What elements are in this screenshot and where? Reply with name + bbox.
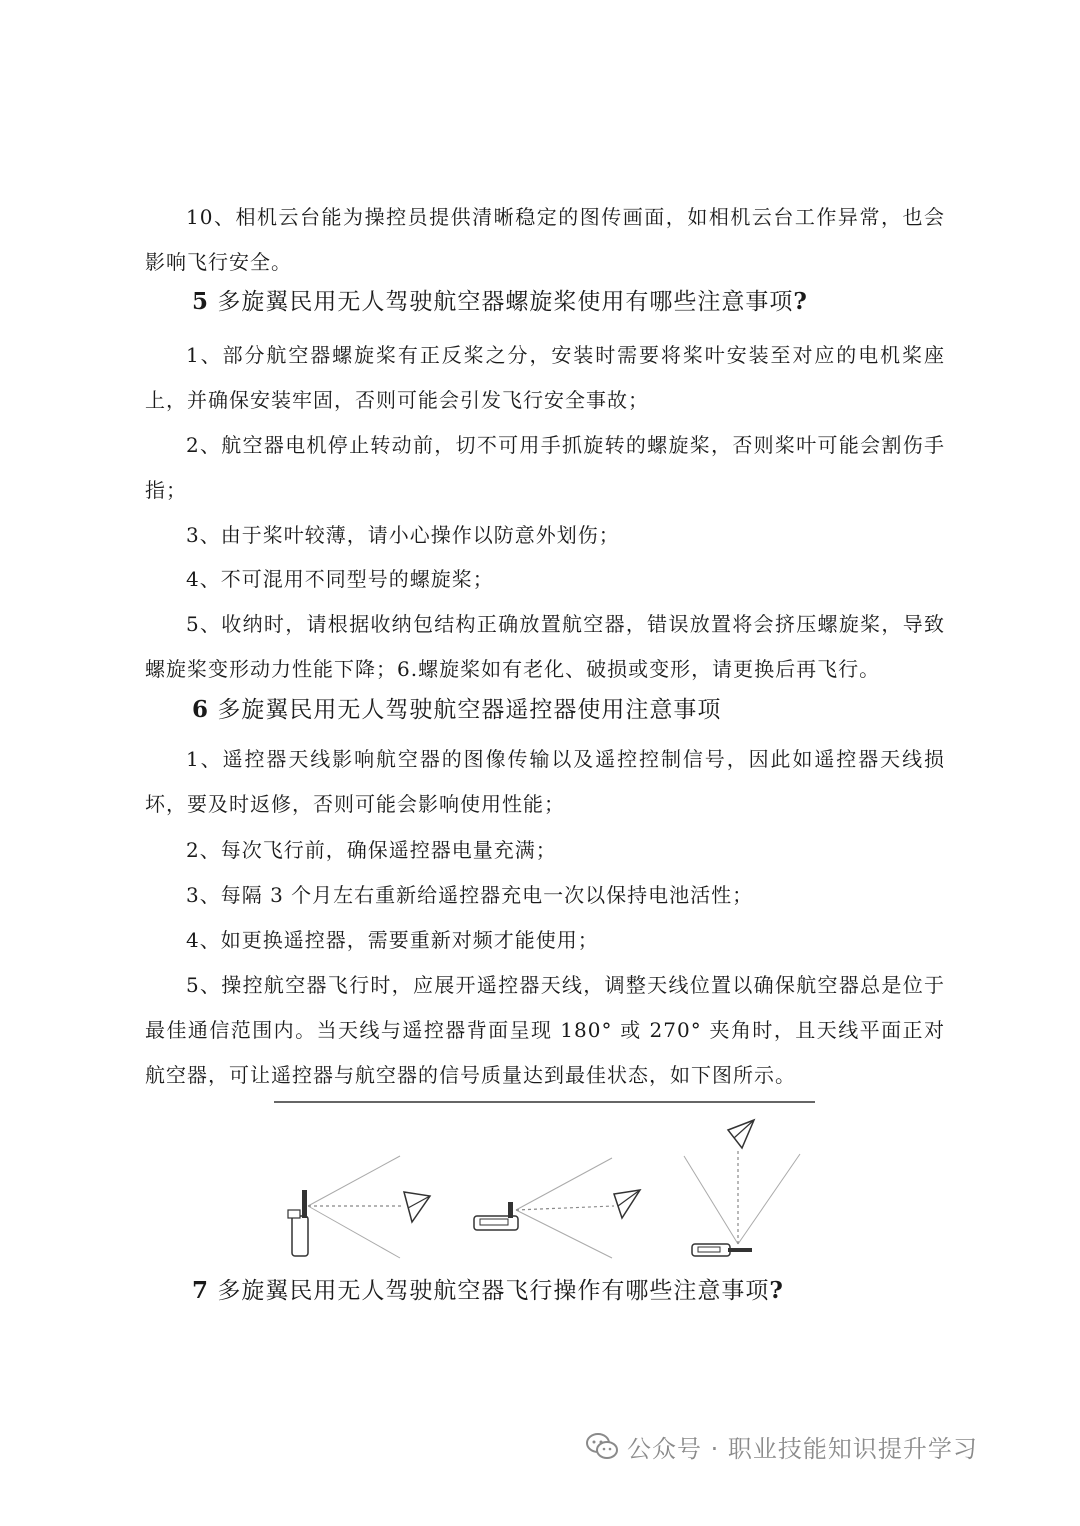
- remote-controller-upright-icon: [288, 1190, 308, 1256]
- paper-plane-icon: [614, 1190, 640, 1218]
- wechat-watermark: [585, 1426, 978, 1466]
- remote-controller-horizontal-antenna-icon: [692, 1244, 752, 1256]
- section-5-item-1: 1、部分航空器螺旋桨有正反桨之分，安装时需要将桨叶安装至对应的电机桨座上，并确保安装牢固，否则可能会引发飞行安全事故；: [145, 343, 945, 412]
- section-6-item-3: 3、每隔 3 个月左右重新给遥控器充电一次以保持电池活性；: [186, 883, 754, 907]
- paragraph-item-10: 10、相机云台能为操控员提供清晰稳定的图传画面，如相机云台工作异常，也会影响飞行安全。: [145, 205, 945, 274]
- section-5-heading: [192, 282, 952, 322]
- signal-cone-line: [308, 1206, 400, 1258]
- section-number: 6: [192, 696, 210, 723]
- section-7-heading: [192, 1271, 952, 1311]
- section-5-item-4: 4、不可混用不同型号的螺旋桨；: [186, 567, 494, 591]
- section-6-item-5: 5、操控航空器飞行时，应展开遥控器天线，调整天线位置以确保航空器总是位于最佳通信范围内。当天线与遥控器背面呈现 180° 或 270° 夹角时，且天线平面正对航空器，可让遥控器与航空器的信号质量达到最佳状态，如下图所示。: [145, 973, 945, 1087]
- signal-cone-line: [516, 1210, 612, 1258]
- section-title: 多旋翼民用无人驾驶航空器飞行操作有哪些注意事项: [209, 1278, 770, 1304]
- section-question-mark: ?: [769, 1277, 784, 1304]
- section-question-mark: ?: [793, 288, 808, 315]
- paper-plane-icon: [404, 1192, 430, 1222]
- section-6-item-2: 2、每次飞行前，确保遥控器电量充满；: [186, 838, 557, 862]
- section-5-item-3: 3、由于桨叶较薄，请小心操作以防意外划伤；: [186, 523, 620, 547]
- section-5-item-5: 5、收纳时，请根据收纳包结构正确放置航空器，错误放置将会挤压螺旋桨，导致螺旋桨变形动力性能下降；6.螺旋桨如有老化、破损或变形，请更换后再飞行。: [145, 612, 945, 681]
- section-5-item-2: 2、航空器电机停止转动前，切不可用手抓旋转的螺旋桨，否则桨叶可能会割伤手指；: [145, 433, 945, 502]
- signal-axis-line: [516, 1206, 614, 1210]
- signal-cone-line: [308, 1156, 400, 1206]
- section-number: 5: [192, 288, 210, 315]
- section-number: 7: [192, 1277, 210, 1304]
- signal-cone-line: [738, 1154, 800, 1244]
- signal-cone-line: [684, 1156, 738, 1244]
- section-6-item-1: 1、遥控器天线影响航空器的图像传输以及遥控控制信号，因此如遥控器天线损坏，要及时返修，否则可能会影响使用性能；: [145, 747, 945, 816]
- section-6-item-4: 4、如更换遥控器，需要重新对频才能使用；: [186, 928, 599, 952]
- watermark-text: 公众号 · 职业技能知识提升学习: [627, 1434, 978, 1463]
- wechat-icon: [585, 1431, 619, 1461]
- section-6-heading: [192, 690, 952, 730]
- signal-cone-line: [516, 1158, 612, 1210]
- remote-controller-flat-icon: [474, 1202, 518, 1230]
- section-title: 多旋翼民用无人驾驶航空器螺旋桨使用有哪些注意事项: [209, 289, 794, 315]
- antenna-orientation-figure: [272, 1098, 817, 1268]
- paper-plane-icon: [728, 1120, 754, 1148]
- section-title: 多旋翼民用无人驾驶航空器遥控器使用注意事项: [209, 697, 722, 723]
